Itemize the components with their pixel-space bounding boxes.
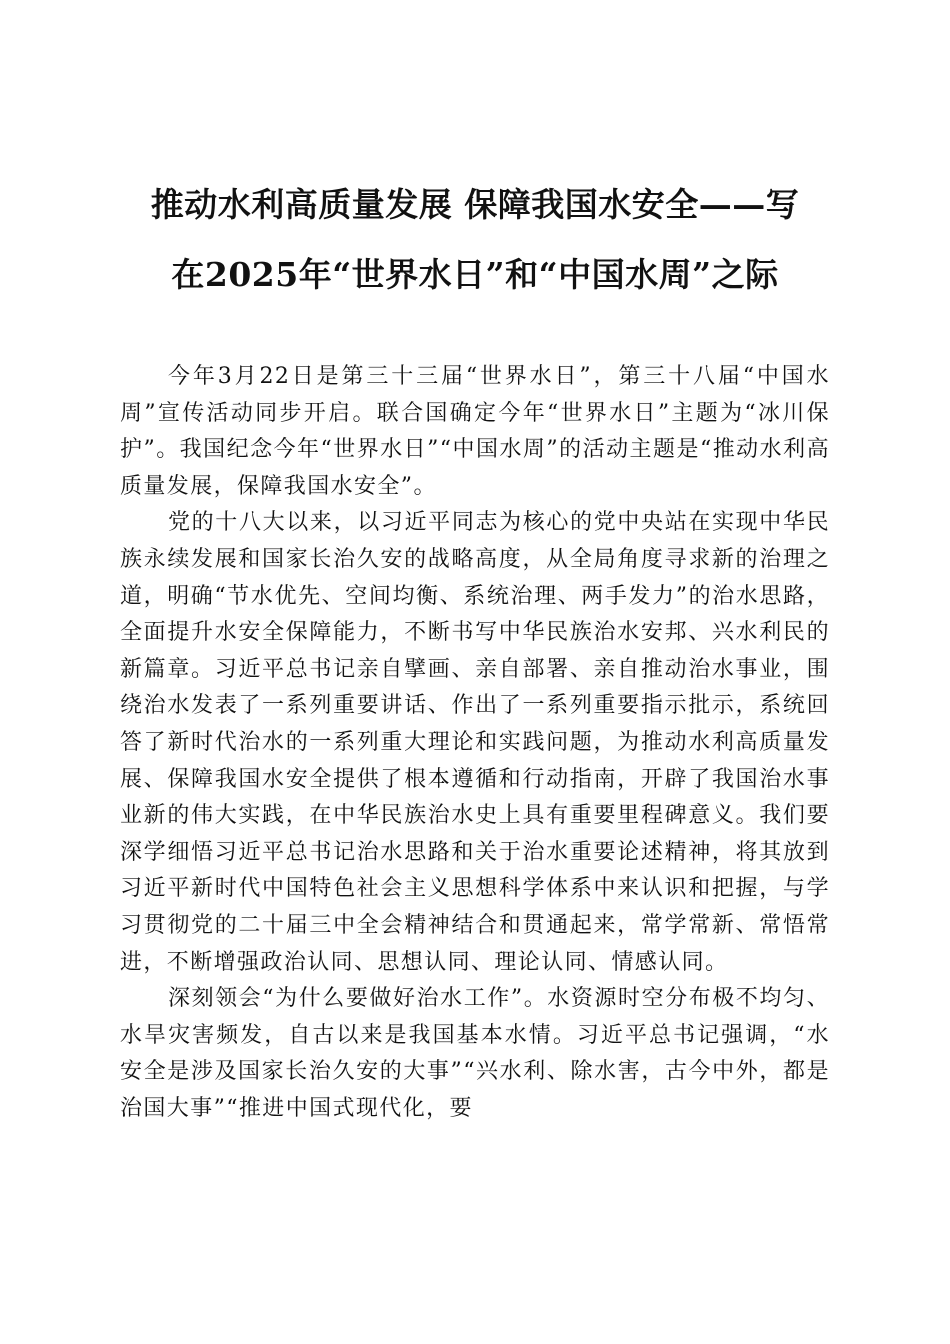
article-body bbox=[120, 359, 830, 1127]
article-title-line-1: 推动水利高质量发展 保障我国水安全——写 bbox=[150, 185, 800, 224]
paragraph-why-water-governance: 深刻领会“为什么要做好治水工作”。水资源时空分布极不均匀、水旱灾害频发，自古以来是我国基本水情。习近平总书记强调，“水安全是涉及国家长治久安的大事”“兴水利、除水害，古今中外，都是治国大事”“推进中国式现代化，要 bbox=[120, 986, 830, 1121]
paragraph-party-leadership: 党的十八大以来，以习近平同志为核心的党中央站在实现中华民族永续发展和国家长治久安的战略高度，从全局角度寻求新的治理之道，明确“节水优先、空间均衡、系统治理、两手发力”的治水思路，全面提升水安全保障能力，不断书写中华民族治水安邦、兴水利民的新篇章。习近平总书记亲自擘画、亲自部署、亲自推动治水事业，围绕治水发表了一系列重要讲话、作出了一系列重要指示批示，系统回答了新时代治水的一系列重大理论和实践问题，为推动水利高质量发展、保障我国水安全提供了根本遵循和行动指南，开辟了我国治水事业新的伟大实践，在中华民族治水史上具有重要里程碑意义。我们要深学细悟习近平总书记治水思路和关于治水重要论述精神，将其放到习近平新时代中国特色社会主义思想科学体系中来认识和把握，与学习贯彻党的二十届三中全会精神结合和贯通起来，常学常新、常悟常进，不断增强政治认同、思想认同、理论认同、情感认同。 bbox=[120, 510, 830, 975]
article-title-line-2: 在2025年“世界水日”和“中国水周”之际 bbox=[171, 255, 779, 294]
paragraph-intro: 今年3月22日是第三十三届“世界水日”，第三十八届“中国水周”宣传活动同步开启。联合国确定今年“世界水日”主题为“冰川保护”。我国纪念今年“世界水日”“中国水周”的活动主题是“推动水利高质量发展，保障我国水安全”。 bbox=[120, 364, 830, 499]
article-title bbox=[110, 170, 840, 310]
